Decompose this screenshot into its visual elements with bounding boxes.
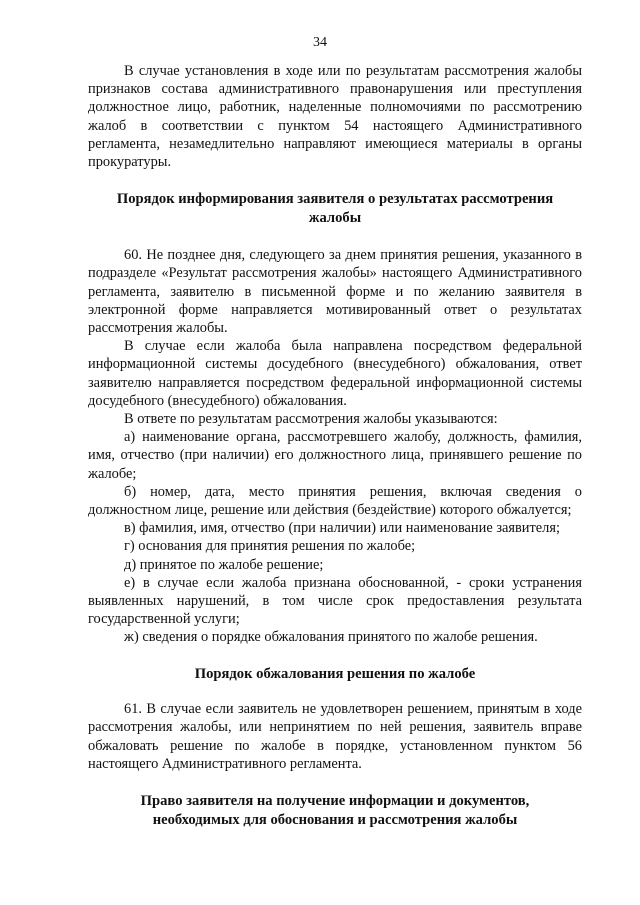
section-heading-appeal: Порядок обжалования решения по жалобе [194,665,476,682]
list-item-a: а) наименование органа, рассмотревшего жалобу, должность, фамилия, имя, отчество (при наличии) его должностного лица, принявшего решение по жалобе; [88,429,582,482]
list-item-e: е) в случае если жалоба признана обоснованной, - сроки устранения выявленных нарушений, в том числе срок предоставления результата государственной услуги; [88,574,582,628]
section-heading-rights: Право заявителя на получение информации и документов, необходимых для обоснования и рассмотрения жалобы [140,793,530,828]
paragraph-61: 61. В случае если заявитель не удовлетворен решением, принятым в ходе рассмотрения жалобы, или непринятием по ней решения, заявитель вправе обжаловать решение по жалобе в порядке, установленном пунктом 56 настоящего Административного регламента. [88,701,582,772]
paragraph-60: 60. Не позднее дня, следующего за днем принятия решения, указанного в подразделе «Результат рассмотрения жалобы» настоящего Административного регламента, заявителю в письменной форме и по желанию заявителя в электронной форме направляется мотивированный ответ о результатах рассмотрения жалобы. [88,247,582,337]
list-item-d: д) принятое по жалобе решение; [124,556,324,573]
section-heading-informing: Порядок информирования заявителя о результатах рассмотрения жалобы [116,191,554,226]
list-item-v: в) фамилия, имя, отчество (при наличии) или наименование заявителя; [124,520,560,537]
intro-paragraph: В случае установления в ходе или по результатам рассмотрения жалобы признаков состава административного правонарушения или преступления должностное лицо, работник, наделенные полномочиями по рассмотрению жалоб в соответствии с пунктом 54 настоящего Административного регламента, незамедлительно направляют имеющиеся материалы в органы прокуратуры. [88,63,582,171]
page-number: 34 [313,35,327,50]
list-item-zh: ж) сведения о порядке обжалования принятого по жалобе решения. [124,629,538,646]
list-item-g: г) основания для принятия решения по жалобе; [124,538,416,555]
paragraph-federal-system: В случае если жалоба была направлена посредством федеральной информационной системы досудебного (внесудебного) обжалования, ответ заявителю направляется посредством федеральной информационной системы досудебного (внесудебного) обжалования. [88,338,582,409]
list-item-b: б) номер, дата, место принятия решения, включая сведения о должностном лице, решение или действия (бездействие) которого обжалуется; [88,483,582,519]
paragraph-answer-contents: В ответе по результатам рассмотрения жалобы указываются: [124,411,498,428]
document-body [88,62,582,829]
